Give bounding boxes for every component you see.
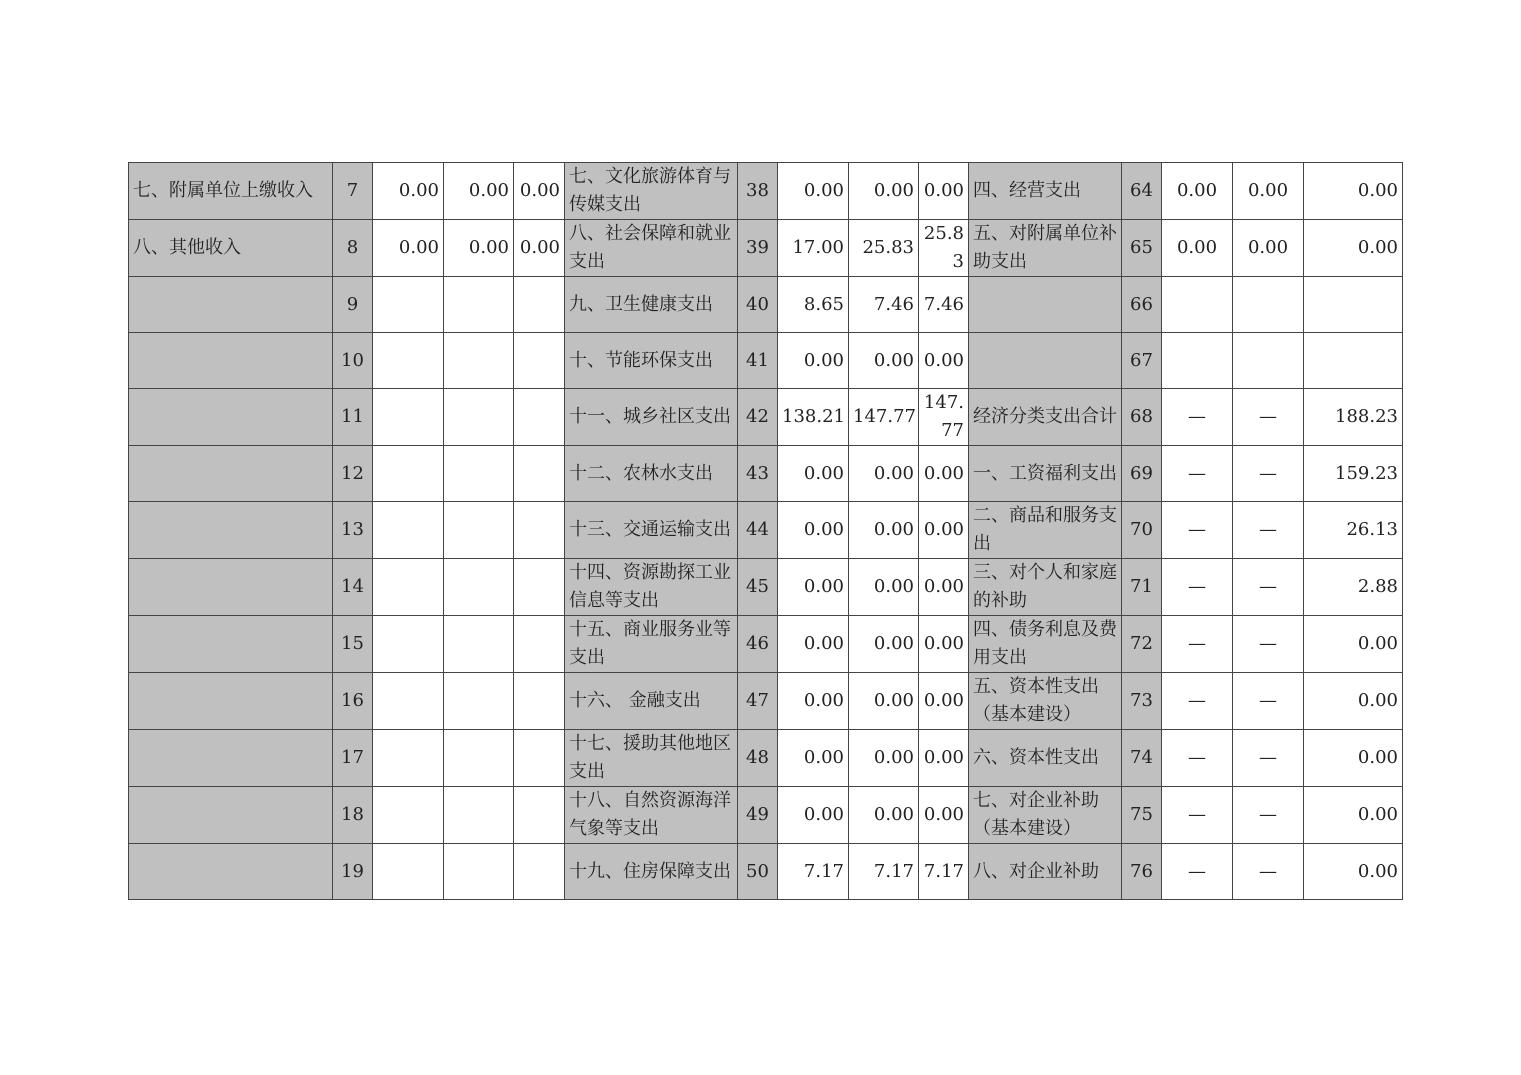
function-row-number: 45: [738, 559, 778, 616]
economic-value-3: [1304, 277, 1403, 333]
economic-value-2: —: [1233, 446, 1304, 502]
economic-value-2: [1233, 333, 1304, 389]
function-row-number: 42: [738, 389, 778, 446]
income-value-1: 0.00: [373, 163, 444, 220]
economic-label-cell: 五、资本性支出（基本建设）: [969, 673, 1122, 730]
income-label-cell: [129, 333, 333, 389]
economic-value-2: —: [1233, 844, 1304, 900]
income-row-number: 17: [333, 730, 373, 787]
economic-value-3: [1304, 333, 1403, 389]
table-row: [129, 502, 1403, 559]
income-row-number: 16: [333, 673, 373, 730]
income-value-2: [444, 389, 514, 446]
function-value-3: 7.46: [919, 277, 969, 333]
table-row: [129, 616, 1403, 673]
function-value-3: 0.00: [919, 559, 969, 616]
function-value-1: 8.65: [778, 277, 849, 333]
income-label-cell: 八、其他收入: [129, 220, 333, 277]
economic-label-cell: 七、对企业补助（基本建设）: [969, 787, 1122, 844]
function-row-number: 46: [738, 616, 778, 673]
income-value-1: [373, 446, 444, 502]
function-value-2: 0.00: [849, 616, 919, 673]
economic-row-number: 68: [1122, 389, 1162, 446]
economic-value-2: —: [1233, 559, 1304, 616]
income-label-cell: [129, 277, 333, 333]
function-row-number: 43: [738, 446, 778, 502]
function-value-3: 0.00: [919, 730, 969, 787]
economic-value-2: —: [1233, 616, 1304, 673]
economic-value-3: 26.13: [1304, 502, 1403, 559]
economic-value-3: 2.88: [1304, 559, 1403, 616]
economic-value-1: —: [1162, 559, 1233, 616]
budget-table: [128, 162, 1403, 900]
economic-value-2: —: [1233, 787, 1304, 844]
economic-value-2: —: [1233, 673, 1304, 730]
economic-value-1: —: [1162, 389, 1233, 446]
income-label-cell: [129, 389, 333, 446]
function-label-cell: 十三、交通运输支出: [565, 502, 738, 559]
income-row-number: 8: [333, 220, 373, 277]
income-value-3: [514, 730, 565, 787]
table-row: [129, 446, 1403, 502]
function-value-3: 0.00: [919, 616, 969, 673]
table-row: [129, 673, 1403, 730]
economic-value-2: 0.00: [1233, 163, 1304, 220]
function-row-number: 41: [738, 333, 778, 389]
economic-value-2: —: [1233, 502, 1304, 559]
income-value-2: [444, 730, 514, 787]
income-value-3: [514, 787, 565, 844]
function-label-cell: 九、卫生健康支出: [565, 277, 738, 333]
income-value-3: 0.00: [514, 220, 565, 277]
income-value-2: [444, 277, 514, 333]
income-label-cell: [129, 446, 333, 502]
function-value-3: 0.00: [919, 787, 969, 844]
income-row-number: 13: [333, 502, 373, 559]
economic-label-cell: 四、经营支出: [969, 163, 1122, 220]
economic-row-number: 64: [1122, 163, 1162, 220]
income-value-1: [373, 673, 444, 730]
function-row-number: 47: [738, 673, 778, 730]
economic-value-3: 0.00: [1304, 616, 1403, 673]
income-row-number: 7: [333, 163, 373, 220]
economic-row-number: 71: [1122, 559, 1162, 616]
function-value-3: 0.00: [919, 333, 969, 389]
function-value-1: 0.00: [778, 446, 849, 502]
income-value-1: [373, 333, 444, 389]
economic-value-1: —: [1162, 673, 1233, 730]
economic-label-cell: [969, 277, 1122, 333]
economic-row-number: 67: [1122, 333, 1162, 389]
function-value-2: 147.77: [849, 389, 919, 446]
table-row: [129, 277, 1403, 333]
income-value-1: 0.00: [373, 220, 444, 277]
function-value-1: 17.00: [778, 220, 849, 277]
economic-value-1: —: [1162, 787, 1233, 844]
function-label-cell: 七、文化旅游体育与传媒支出: [565, 163, 738, 220]
economic-row-number: 66: [1122, 277, 1162, 333]
income-value-3: 0.00: [514, 163, 565, 220]
income-value-3: [514, 559, 565, 616]
economic-value-3: 188.23: [1304, 389, 1403, 446]
economic-row-number: 75: [1122, 787, 1162, 844]
function-value-3: 0.00: [919, 163, 969, 220]
function-value-2: 0.00: [849, 787, 919, 844]
economic-value-1: —: [1162, 616, 1233, 673]
economic-value-1: 0.00: [1162, 163, 1233, 220]
income-value-1: [373, 730, 444, 787]
income-label-cell: [129, 844, 333, 900]
function-value-2: 0.00: [849, 673, 919, 730]
function-value-2: 7.46: [849, 277, 919, 333]
income-row-number: 11: [333, 389, 373, 446]
income-row-number: 15: [333, 616, 373, 673]
economic-row-number: 69: [1122, 446, 1162, 502]
function-value-2: 0.00: [849, 446, 919, 502]
function-value-2: 25.83: [849, 220, 919, 277]
income-row-number: 19: [333, 844, 373, 900]
function-value-1: 0.00: [778, 333, 849, 389]
income-value-1: [373, 616, 444, 673]
function-label-cell: 十四、资源勘探工业信息等支出: [565, 559, 738, 616]
economic-value-3: 159.23: [1304, 446, 1403, 502]
table-row: [129, 220, 1403, 277]
income-value-1: [373, 389, 444, 446]
economic-value-3: 0.00: [1304, 163, 1403, 220]
function-value-3: 0.00: [919, 502, 969, 559]
income-value-2: [444, 616, 514, 673]
income-label-cell: [129, 673, 333, 730]
income-row-number: 18: [333, 787, 373, 844]
function-label-cell: 十、节能环保支出: [565, 333, 738, 389]
function-value-3: 147.77: [919, 389, 969, 446]
income-value-3: [514, 277, 565, 333]
function-value-1: 0.00: [778, 616, 849, 673]
income-value-1: [373, 559, 444, 616]
economic-row-number: 76: [1122, 844, 1162, 900]
function-value-1: 0.00: [778, 730, 849, 787]
income-value-2: 0.00: [444, 220, 514, 277]
table-row: [129, 389, 1403, 446]
function-value-2: 0.00: [849, 163, 919, 220]
function-value-3: 7.17: [919, 844, 969, 900]
income-value-2: 0.00: [444, 163, 514, 220]
income-value-1: [373, 787, 444, 844]
function-value-2: 0.00: [849, 333, 919, 389]
income-label-cell: [129, 616, 333, 673]
income-value-2: [444, 333, 514, 389]
income-value-2: [444, 673, 514, 730]
function-value-1: 0.00: [778, 502, 849, 559]
function-row-number: 39: [738, 220, 778, 277]
economic-row-number: 73: [1122, 673, 1162, 730]
function-value-2: 7.17: [849, 844, 919, 900]
income-value-2: [444, 559, 514, 616]
economic-row-number: 70: [1122, 502, 1162, 559]
table-row: [129, 333, 1403, 389]
income-value-3: [514, 616, 565, 673]
economic-label-cell: [969, 333, 1122, 389]
income-value-3: [514, 389, 565, 446]
income-value-2: [444, 446, 514, 502]
function-row-number: 38: [738, 163, 778, 220]
income-value-3: [514, 333, 565, 389]
income-label-cell: 七、附属单位上缴收入: [129, 163, 333, 220]
economic-label-cell: 二、商品和服务支出: [969, 502, 1122, 559]
income-label-cell: [129, 559, 333, 616]
economic-value-1: 0.00: [1162, 220, 1233, 277]
income-value-1: [373, 277, 444, 333]
income-value-3: [514, 844, 565, 900]
function-row-number: 44: [738, 502, 778, 559]
function-value-3: 0.00: [919, 673, 969, 730]
economic-value-3: 0.00: [1304, 730, 1403, 787]
economic-label-cell: 三、对个人和家庭的补助: [969, 559, 1122, 616]
income-value-3: [514, 446, 565, 502]
function-value-2: 0.00: [849, 502, 919, 559]
economic-row-number: 74: [1122, 730, 1162, 787]
table-row: [129, 163, 1403, 220]
economic-value-3: 0.00: [1304, 787, 1403, 844]
function-value-3: 0.00: [919, 446, 969, 502]
economic-value-1: —: [1162, 730, 1233, 787]
function-label-cell: 十一、城乡社区支出: [565, 389, 738, 446]
table-row: [129, 559, 1403, 616]
economic-label-cell: 四、债务利息及费用支出: [969, 616, 1122, 673]
economic-label-cell: 八、对企业补助: [969, 844, 1122, 900]
economic-label-cell: 六、资本性支出: [969, 730, 1122, 787]
function-label-cell: 八、社会保障和就业支出: [565, 220, 738, 277]
function-row-number: 48: [738, 730, 778, 787]
economic-label-cell: 经济分类支出合计: [969, 389, 1122, 446]
income-value-3: [514, 502, 565, 559]
function-row-number: 40: [738, 277, 778, 333]
income-row-number: 9: [333, 277, 373, 333]
income-value-2: [444, 502, 514, 559]
economic-row-number: 65: [1122, 220, 1162, 277]
economic-label-cell: 五、对附属单位补助支出: [969, 220, 1122, 277]
economic-value-2: —: [1233, 389, 1304, 446]
income-value-1: [373, 502, 444, 559]
economic-row-number: 72: [1122, 616, 1162, 673]
economic-value-1: [1162, 277, 1233, 333]
income-label-cell: [129, 787, 333, 844]
table-row: [129, 844, 1403, 900]
income-label-cell: [129, 502, 333, 559]
economic-value-1: —: [1162, 446, 1233, 502]
function-value-1: 0.00: [778, 787, 849, 844]
function-label-cell: 十六、 金融支出: [565, 673, 738, 730]
economic-value-1: —: [1162, 502, 1233, 559]
income-value-3: [514, 673, 565, 730]
function-row-number: 49: [738, 787, 778, 844]
economic-value-2: —: [1233, 730, 1304, 787]
function-value-1: 0.00: [778, 559, 849, 616]
function-value-1: 0.00: [778, 673, 849, 730]
function-label-cell: 十七、援助其他地区支出: [565, 730, 738, 787]
income-label-cell: [129, 730, 333, 787]
economic-value-3: 0.00: [1304, 844, 1403, 900]
economic-label-cell: 一、工资福利支出: [969, 446, 1122, 502]
function-label-cell: 十五、商业服务业等支出: [565, 616, 738, 673]
function-value-1: 7.17: [778, 844, 849, 900]
income-value-1: [373, 844, 444, 900]
function-value-1: 0.00: [778, 163, 849, 220]
economic-value-3: 0.00: [1304, 673, 1403, 730]
function-value-1: 138.21: [778, 389, 849, 446]
table-row: [129, 787, 1403, 844]
economic-value-2: 0.00: [1233, 220, 1304, 277]
budget-table-body: [129, 163, 1403, 900]
income-row-number: 10: [333, 333, 373, 389]
income-row-number: 14: [333, 559, 373, 616]
economic-value-3: 0.00: [1304, 220, 1403, 277]
table-row: [129, 730, 1403, 787]
economic-value-1: —: [1162, 844, 1233, 900]
function-row-number: 50: [738, 844, 778, 900]
function-label-cell: 十八、自然资源海洋气象等支出: [565, 787, 738, 844]
income-value-2: [444, 787, 514, 844]
function-value-3: 25.83: [919, 220, 969, 277]
function-label-cell: 十二、农林水支出: [565, 446, 738, 502]
economic-value-2: [1233, 277, 1304, 333]
income-value-2: [444, 844, 514, 900]
function-value-2: 0.00: [849, 730, 919, 787]
income-row-number: 12: [333, 446, 373, 502]
function-value-2: 0.00: [849, 559, 919, 616]
economic-value-1: [1162, 333, 1233, 389]
function-label-cell: 十九、住房保障支出: [565, 844, 738, 900]
